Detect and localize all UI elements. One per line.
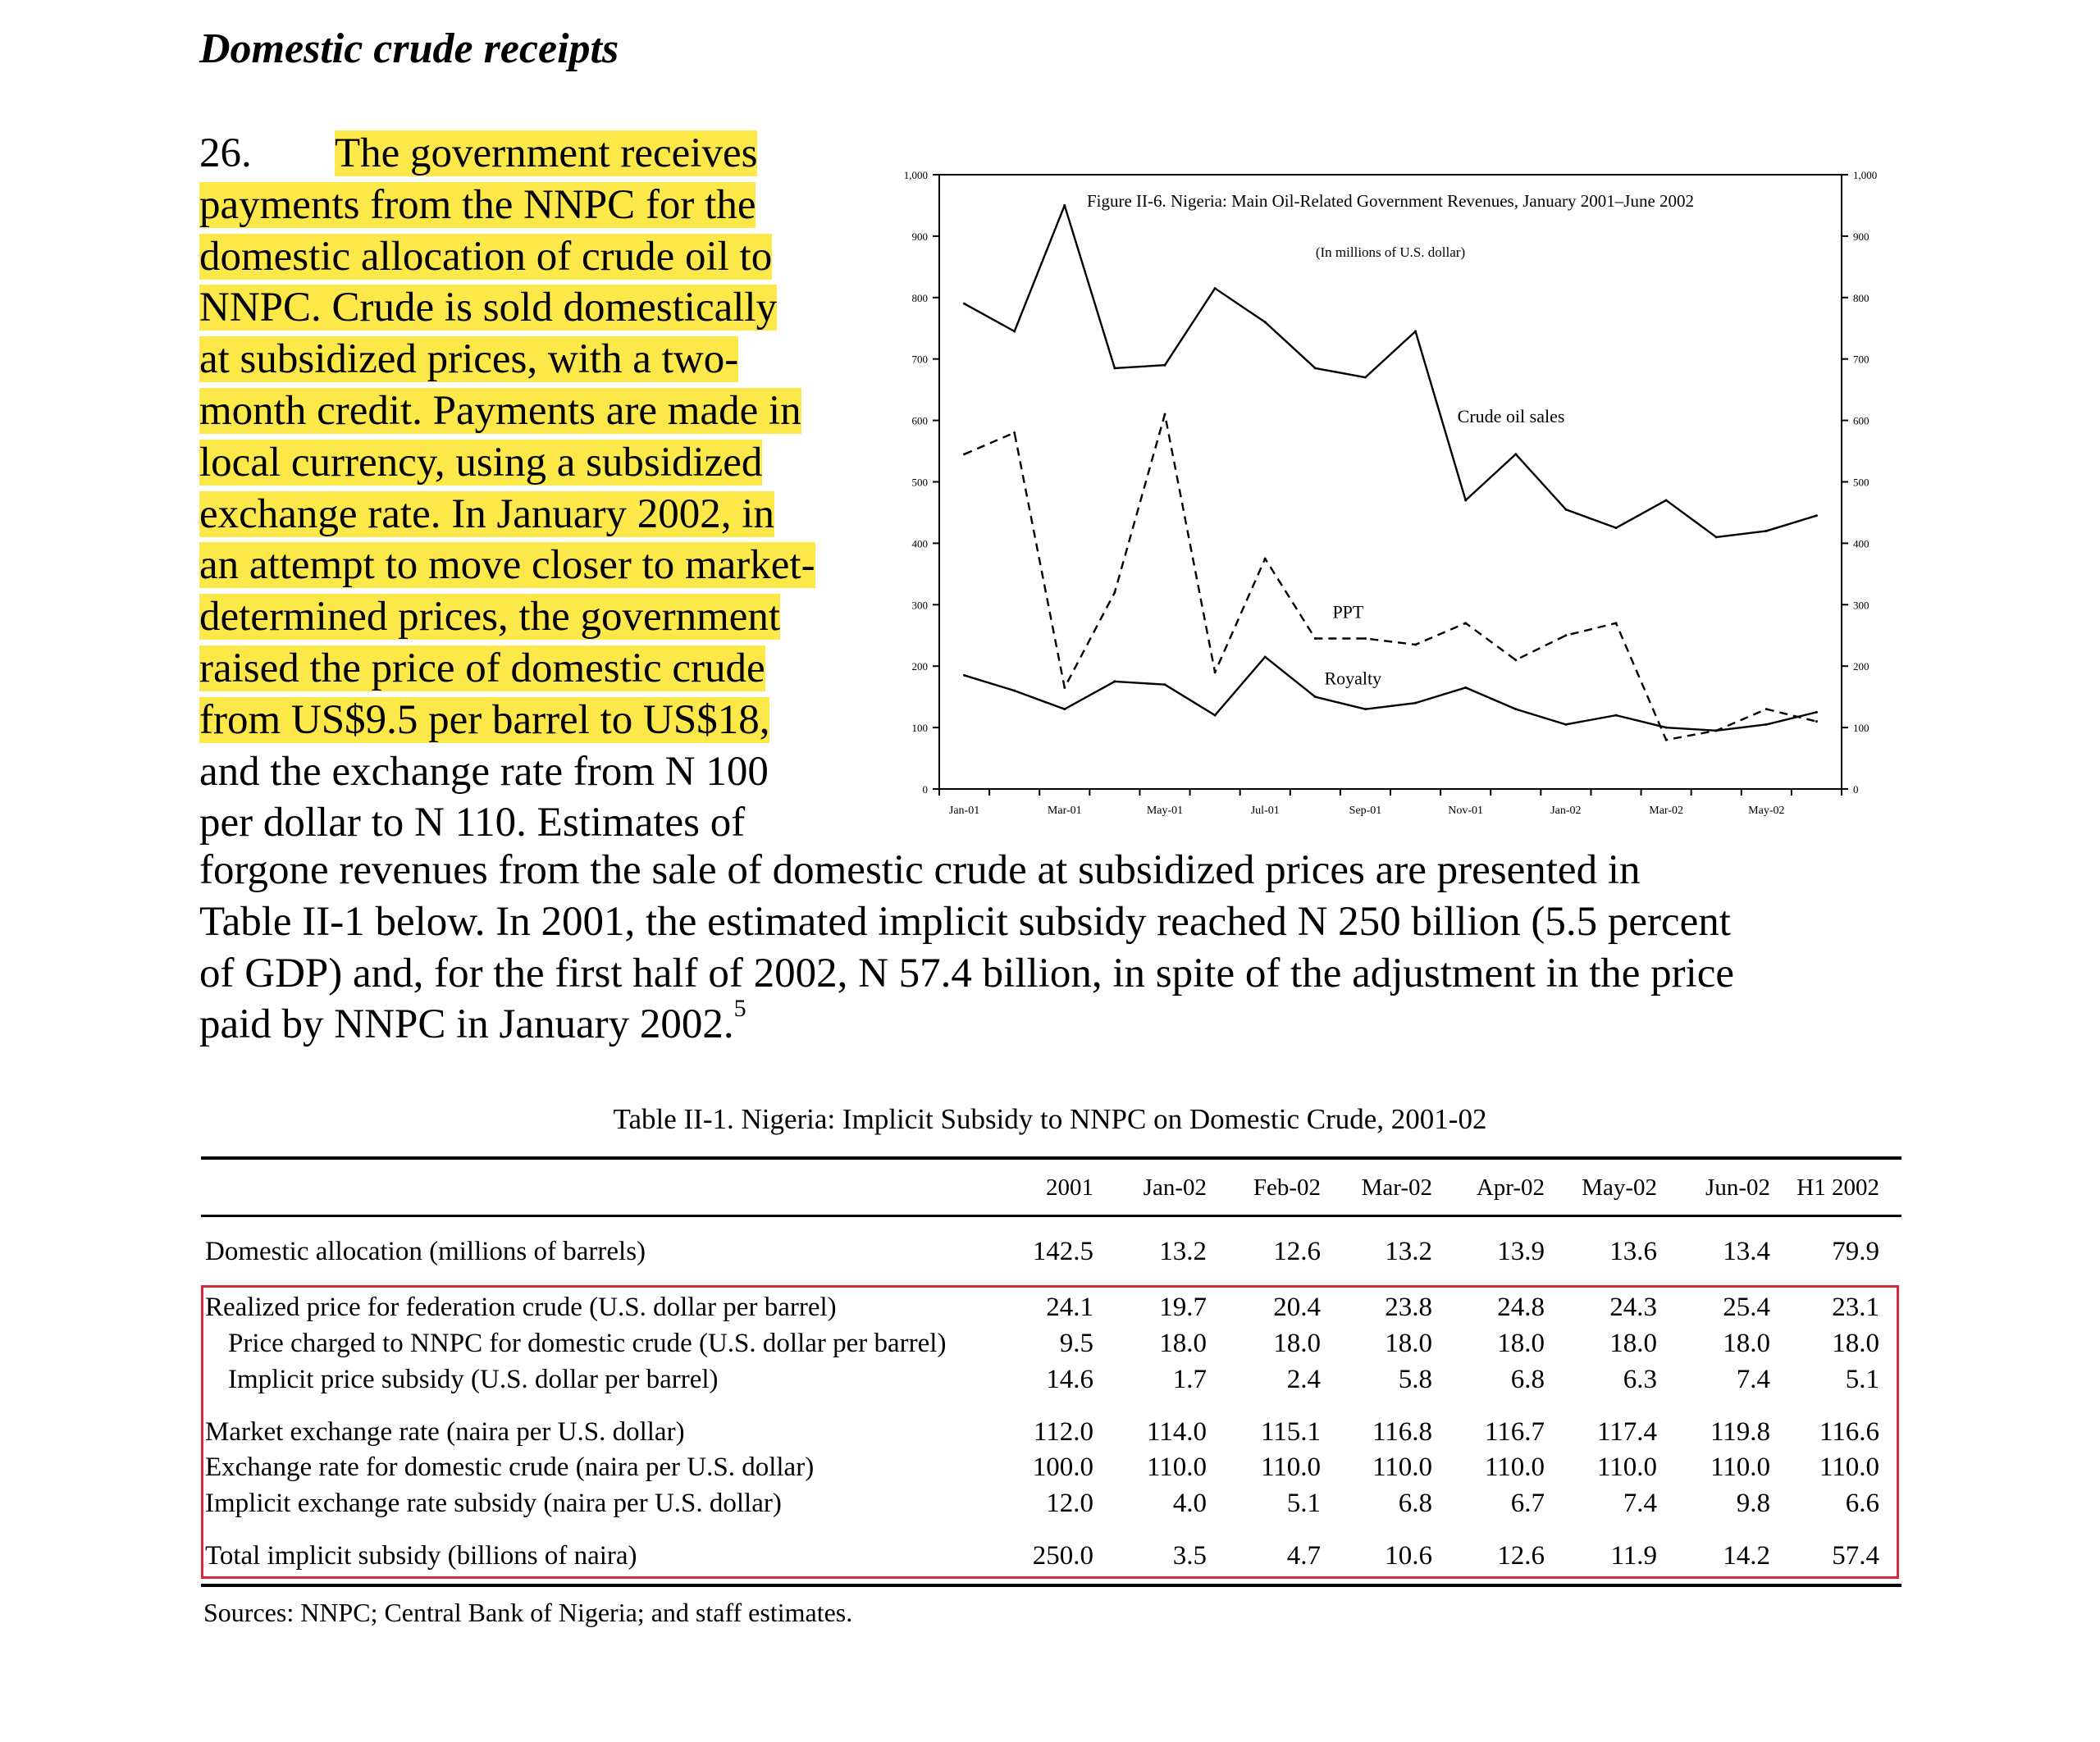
highlighted-text: local currency, using a subsidized: [199, 439, 763, 486]
data-point: [1715, 536, 1718, 538]
table-cell: 110.0: [1372, 1452, 1432, 1482]
row-label: Domestic allocation (millions of barrels): [205, 1237, 646, 1266]
y-tick-label-right: 500: [1853, 476, 1869, 489]
table-cell: 100.0: [1032, 1452, 1093, 1482]
y-tick-label-left: 1,000: [903, 169, 928, 181]
data-point: [1464, 499, 1467, 501]
table-cell: 25.4: [1723, 1293, 1770, 1322]
table-cell: 20.4: [1273, 1293, 1321, 1322]
chart-svg: [886, 148, 1903, 837]
row-label: Realized price for federation crude (U.S. dollar per barrel): [205, 1293, 837, 1322]
data-point: [1164, 683, 1166, 686]
column-header: H1 2002: [1796, 1174, 1879, 1201]
section-title: Domestic crude receipts: [199, 25, 619, 72]
row-label: Total implicit subsidy (billions of naira): [205, 1541, 637, 1571]
data-point: [1665, 499, 1668, 501]
table-cell: 24.8: [1497, 1293, 1545, 1322]
column-header: Jan-02: [1143, 1174, 1207, 1201]
y-tick-label-left: 200: [911, 660, 928, 673]
row-label: Exchange rate for domestic crude (naira per U.S. dollar): [205, 1452, 815, 1482]
table-cell: 110.0: [1484, 1452, 1545, 1482]
table-cell: 7.4: [1623, 1489, 1657, 1518]
paragraph-line: Table II-1 below. In 2001, the estimated implicit subsidy reached N 250 billion (5.5 percent: [199, 898, 1731, 945]
table-cell: 24.3: [1609, 1293, 1657, 1322]
data-point: [1214, 287, 1217, 290]
x-tick-label: Jan-01: [948, 805, 980, 817]
data-point: [1464, 622, 1467, 624]
y-tick-label-left: 400: [911, 537, 928, 550]
table-cell: 9.8: [1736, 1489, 1770, 1518]
data-point: [1113, 680, 1116, 682]
data-point: [1815, 711, 1818, 714]
table-cell: 13.6: [1609, 1237, 1657, 1266]
table-cell: 23.1: [1832, 1293, 1879, 1322]
column-header: Feb-02: [1253, 1174, 1321, 1201]
data-point: [1564, 508, 1567, 511]
highlighted-text: payments from the NNPC for the: [199, 181, 756, 228]
footnote-mark: 5: [733, 995, 746, 1023]
data-point: [1615, 527, 1618, 529]
data-point: [1264, 558, 1267, 560]
table-cell: 6.6: [1845, 1489, 1879, 1518]
y-tick-label-right: 1,000: [1853, 169, 1878, 181]
y-tick-label-right: 100: [1853, 722, 1869, 735]
paragraph-26-wrapped: [199, 128, 921, 849]
row-label: Implicit price subsidy (U.S. dollar per barrel): [228, 1365, 719, 1394]
table-cell: 19.7: [1159, 1293, 1207, 1322]
data-point: [963, 674, 966, 677]
table-caption: Table II-1. Nigeria: Implicit Subsidy to NNPC on Domestic Crude, 2001-02: [613, 1103, 1487, 1135]
table-cell: 110.0: [1146, 1452, 1207, 1482]
paragraph-line: [199, 437, 921, 489]
table-sources: Sources: NNPC; Central Bank of Nigeria; and staff estimates.: [203, 1598, 853, 1627]
table-cell: 6.7: [1510, 1489, 1545, 1518]
highlighted-text: from US$9.5 per barrel to US$18,: [199, 696, 770, 743]
table-cell: 114.0: [1146, 1417, 1207, 1447]
column-header: Jun-02: [1705, 1174, 1770, 1201]
data-point: [1164, 413, 1166, 416]
series-line-ppt: [965, 414, 1817, 740]
data-point: [1815, 720, 1818, 723]
data-point: [1063, 204, 1066, 207]
data-point: [1214, 714, 1217, 717]
table-cell: 14.6: [1046, 1365, 1093, 1394]
data-point: [1013, 431, 1016, 434]
data-point: [1665, 727, 1668, 729]
x-tick-label: Jan-02: [1550, 805, 1582, 817]
paragraph-line: [199, 489, 921, 540]
y-tick-label-left: 0: [922, 783, 928, 796]
series-label: PPT: [1332, 601, 1364, 622]
data-point: [1264, 321, 1267, 323]
y-tick-label-left: 300: [911, 599, 928, 612]
data-point: [1514, 708, 1517, 710]
table-cell: 12.6: [1273, 1237, 1321, 1266]
table-cell: 116.7: [1484, 1417, 1545, 1447]
table-cell: 18.0: [1497, 1329, 1545, 1358]
x-tick-label: Sep-01: [1349, 805, 1382, 817]
table-cell: 6.3: [1623, 1365, 1657, 1394]
table-cell: 250.0: [1032, 1541, 1093, 1571]
table-cell: 57.4: [1832, 1541, 1879, 1571]
data-point: [1264, 655, 1267, 658]
paragraph-line: [199, 180, 921, 231]
column-header: 2001: [1046, 1174, 1093, 1201]
table-cell: 110.0: [1819, 1452, 1879, 1482]
column-header: Mar-02: [1361, 1174, 1432, 1201]
oil-revenue-chart: [886, 148, 1903, 837]
plot-frame: [939, 175, 1842, 789]
table-header-rule: [201, 1215, 1901, 1217]
data-point: [1013, 330, 1016, 332]
table-cell: 23.8: [1385, 1293, 1432, 1322]
highlighted-text: raised the price of domestic crude: [199, 645, 765, 691]
table-cell: 142.5: [1032, 1237, 1093, 1266]
paragraph-line: [199, 540, 921, 591]
data-point: [1765, 530, 1768, 532]
table-cell: 14.2: [1723, 1541, 1770, 1571]
data-point: [1214, 671, 1217, 673]
table-cell: 117.4: [1596, 1417, 1657, 1447]
highlighted-text: at subsidized prices, with a two-: [199, 336, 739, 383]
y-tick-label-right: 0: [1853, 783, 1859, 796]
highlighted-text: month credit. Payments are made in: [199, 387, 801, 434]
series-label: Royalty: [1324, 668, 1382, 689]
x-tick-label: Mar-02: [1649, 805, 1683, 817]
data-point: [1615, 714, 1618, 717]
paragraph-line: [199, 591, 921, 643]
table-cell: 110.0: [1596, 1452, 1657, 1482]
y-tick-label-right: 300: [1853, 599, 1869, 612]
table-cell: 116.6: [1819, 1417, 1879, 1447]
table-cell: 4.0: [1172, 1489, 1207, 1518]
data-point: [1314, 367, 1317, 369]
data-point: [1013, 690, 1016, 692]
chart-title: Figure II-6. Nigeria: Main Oil-Related Government Revenues, January 2001–June 2002: [1086, 191, 1695, 211]
x-tick-label: May-01: [1146, 805, 1184, 817]
row-label: Implicit exchange rate subsidy (naira per U.S. dollar): [205, 1489, 782, 1518]
table-cell: 9.5: [1059, 1329, 1093, 1358]
paragraph-26-continued: [199, 845, 1906, 1051]
data-point: [1314, 695, 1317, 698]
table-cell: 12.6: [1497, 1541, 1545, 1571]
y-tick-label-right: 700: [1853, 353, 1869, 366]
paragraph-line: [199, 995, 1906, 1051]
table-cell: 18.0: [1609, 1329, 1657, 1358]
data-point: [1564, 634, 1567, 636]
y-tick-label-right: 600: [1853, 414, 1869, 427]
table-cell: 5.8: [1398, 1365, 1432, 1394]
x-tick-label: Mar-01: [1047, 805, 1082, 817]
table-cell: 112.0: [1033, 1417, 1093, 1447]
y-tick-label-left: 100: [911, 722, 928, 735]
table-cell: 6.8: [1398, 1489, 1432, 1518]
table-cell: 10.6: [1385, 1541, 1432, 1571]
data-point: [1113, 591, 1116, 594]
highlighted-text: NNPC. Crude is sold domestically: [199, 285, 778, 331]
x-tick-label: May-02: [1748, 805, 1785, 817]
data-point: [1665, 739, 1668, 741]
table-cell: 13.2: [1385, 1237, 1432, 1266]
y-tick-label-right: 400: [1853, 537, 1869, 550]
table-cell: 12.0: [1046, 1489, 1093, 1518]
paragraph-line: of GDP) and, for the first half of 2002, N 57.4 billion, in spite of the adjustment in the price: [199, 950, 1735, 996]
x-tick-label: Nov-01: [1448, 805, 1484, 817]
table-cell: 119.8: [1710, 1417, 1770, 1447]
y-tick-label-left: 500: [911, 476, 928, 489]
table-cell: 4.7: [1286, 1541, 1321, 1571]
paragraph-line: per dollar to N 110. Estimates of: [199, 800, 746, 846]
table-cell: 3.5: [1172, 1541, 1207, 1571]
data-point: [1514, 453, 1517, 455]
table-cell: 2.4: [1286, 1365, 1321, 1394]
table-cell: 18.0: [1385, 1329, 1432, 1358]
table-cell: 11.9: [1610, 1541, 1657, 1571]
highlighted-text: an attempt to move closer to market-: [199, 542, 815, 589]
data-point: [1164, 364, 1166, 367]
data-point: [1765, 723, 1768, 726]
data-point: [1715, 729, 1718, 732]
data-point: [1364, 708, 1367, 710]
row-label: Price charged to NNPC for domestic crude (U.S. dollar per barrel): [228, 1329, 947, 1358]
table-cell: 18.0: [1159, 1329, 1207, 1358]
table-cell: 79.9: [1832, 1237, 1879, 1266]
paragraph-line: [199, 282, 921, 334]
data-point: [1464, 686, 1467, 689]
data-point: [1364, 637, 1367, 640]
paragraph-number: 26.: [199, 130, 252, 176]
row-label: Market exchange rate (naira per U.S. dollar): [205, 1417, 685, 1447]
table-cell: 13.9: [1497, 1237, 1545, 1266]
highlighted-text: exchange rate. In January 2002, in: [199, 490, 774, 537]
column-header: May-02: [1582, 1174, 1657, 1201]
data-point: [1815, 514, 1818, 517]
data-point: [1063, 708, 1066, 710]
table-cell: 6.8: [1510, 1365, 1545, 1394]
table-cell: 18.0: [1273, 1329, 1321, 1358]
table-cell: 115.1: [1260, 1417, 1321, 1447]
paragraph-last-text: paid by NNPC in January 2002.: [199, 1001, 734, 1048]
highlighted-text: determined prices, the government: [199, 594, 781, 641]
paragraph-line: [199, 695, 921, 746]
data-point: [1615, 622, 1618, 624]
paragraph-line: and the exchange rate from N 100: [199, 748, 769, 795]
y-tick-label-left: 600: [911, 414, 928, 427]
data-point: [1063, 686, 1066, 689]
paragraph-line: [199, 643, 921, 695]
table-cell: 110.0: [1260, 1452, 1321, 1482]
y-tick-label-right: 200: [1853, 660, 1869, 673]
table-cell: 13.4: [1723, 1237, 1770, 1266]
data-point: [963, 453, 966, 455]
series-line-royalty: [965, 657, 1817, 731]
highlighted-text: The government receives: [335, 130, 758, 176]
series-label: Crude oil sales: [1457, 405, 1565, 426]
y-tick-label-left: 900: [911, 230, 928, 243]
paragraph-line: forgone revenues from the sale of domestic crude at subsidized prices are presented in: [199, 847, 1641, 893]
highlight-box: [201, 1285, 1899, 1579]
table-bottom-rule: [201, 1584, 1901, 1587]
table-cell: 110.0: [1710, 1452, 1770, 1482]
data-point: [1564, 723, 1567, 726]
table-cell: 5.1: [1286, 1489, 1321, 1518]
table-cell: 7.4: [1736, 1365, 1770, 1394]
data-point: [1113, 367, 1116, 369]
table-cell: 116.8: [1372, 1417, 1432, 1447]
y-tick-label-left: 800: [911, 291, 928, 304]
data-point: [963, 303, 966, 305]
y-tick-label-right: 900: [1853, 230, 1869, 243]
chart-subtitle: (In millions of U.S. dollar): [1315, 244, 1466, 260]
x-tick-label: Jul-01: [1250, 805, 1280, 817]
table-cell: 1.7: [1172, 1365, 1207, 1394]
table-top-rule: [201, 1156, 1901, 1160]
data-point: [1364, 376, 1367, 379]
paragraph-line: [199, 334, 921, 385]
data-point: [1765, 708, 1768, 710]
paragraph-line: [199, 128, 921, 180]
data-point: [1414, 330, 1417, 332]
table-cell: 18.0: [1832, 1329, 1879, 1358]
y-tick-label-left: 700: [911, 353, 928, 366]
table-cell: 13.2: [1159, 1237, 1207, 1266]
data-point: [1414, 702, 1417, 705]
data-point: [1314, 637, 1317, 640]
highlighted-text: domestic allocation of crude oil to: [199, 233, 773, 280]
data-point: [1514, 659, 1517, 661]
paragraph-line: [199, 231, 921, 283]
table-cell: 5.1: [1845, 1365, 1879, 1394]
paragraph-line: [199, 385, 921, 437]
table-cell: 24.1: [1046, 1293, 1093, 1322]
column-header: Apr-02: [1476, 1174, 1545, 1201]
y-tick-label-right: 800: [1853, 291, 1869, 304]
table-cell: 18.0: [1723, 1329, 1770, 1358]
data-point: [1414, 643, 1417, 645]
